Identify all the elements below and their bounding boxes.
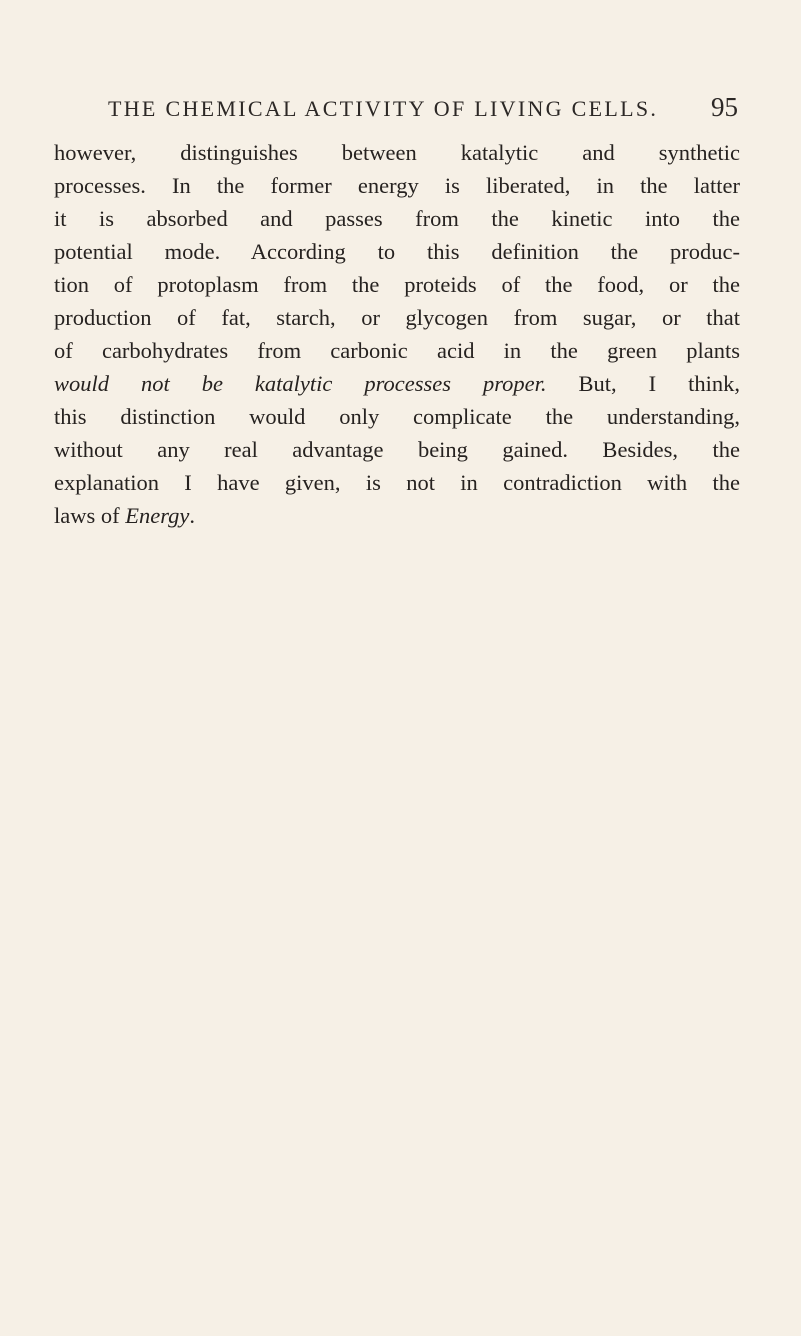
line-text: it is absorbed and passes from the kinetic into the [54, 206, 740, 231]
line-text: laws of [54, 503, 126, 528]
line-text: But, I think, [546, 371, 741, 396]
line-text: . [189, 503, 196, 528]
text-line [54, 466, 740, 499]
line-text: tion of protoplasm from the proteids of the food, or the [54, 272, 740, 297]
line-text: production of fat, starch, or glycogen from sugar, or that [54, 305, 740, 330]
running-title: THE CHEMICAL ACTIVITY OF LIVING CELLS. [108, 96, 659, 121]
line-text: this distinction would only complicate the understanding, [54, 404, 740, 429]
line-text: of carbohydrates from carbonic acid in the green plants [54, 338, 740, 363]
text-line [54, 334, 740, 367]
text-line [54, 367, 740, 400]
text-line [54, 235, 740, 268]
text-line [54, 136, 740, 169]
line-text: processes. In the former energy is liberated, in the latter [54, 173, 740, 198]
text-line [54, 169, 740, 202]
italic-word: Energy [125, 503, 190, 528]
line-text: however, distinguishes between katalytic and synthetic [54, 140, 740, 165]
text-line [54, 400, 740, 433]
page-number: 95 [711, 92, 738, 122]
text-line [54, 433, 740, 466]
line-text: explanation I have given, is not in contradiction with the [54, 470, 740, 495]
text-line [54, 499, 740, 532]
text-line [54, 268, 740, 301]
line-text: potential mode. According to this definition the produc- [54, 239, 740, 264]
text-line [54, 202, 740, 235]
line-text: without any real advantage being gained. Besides, the [54, 437, 740, 462]
text-line [54, 301, 740, 334]
italic-phrase: would not be katalytic processes proper. [54, 371, 547, 396]
body-paragraph [54, 136, 740, 532]
running-head [108, 88, 738, 128]
